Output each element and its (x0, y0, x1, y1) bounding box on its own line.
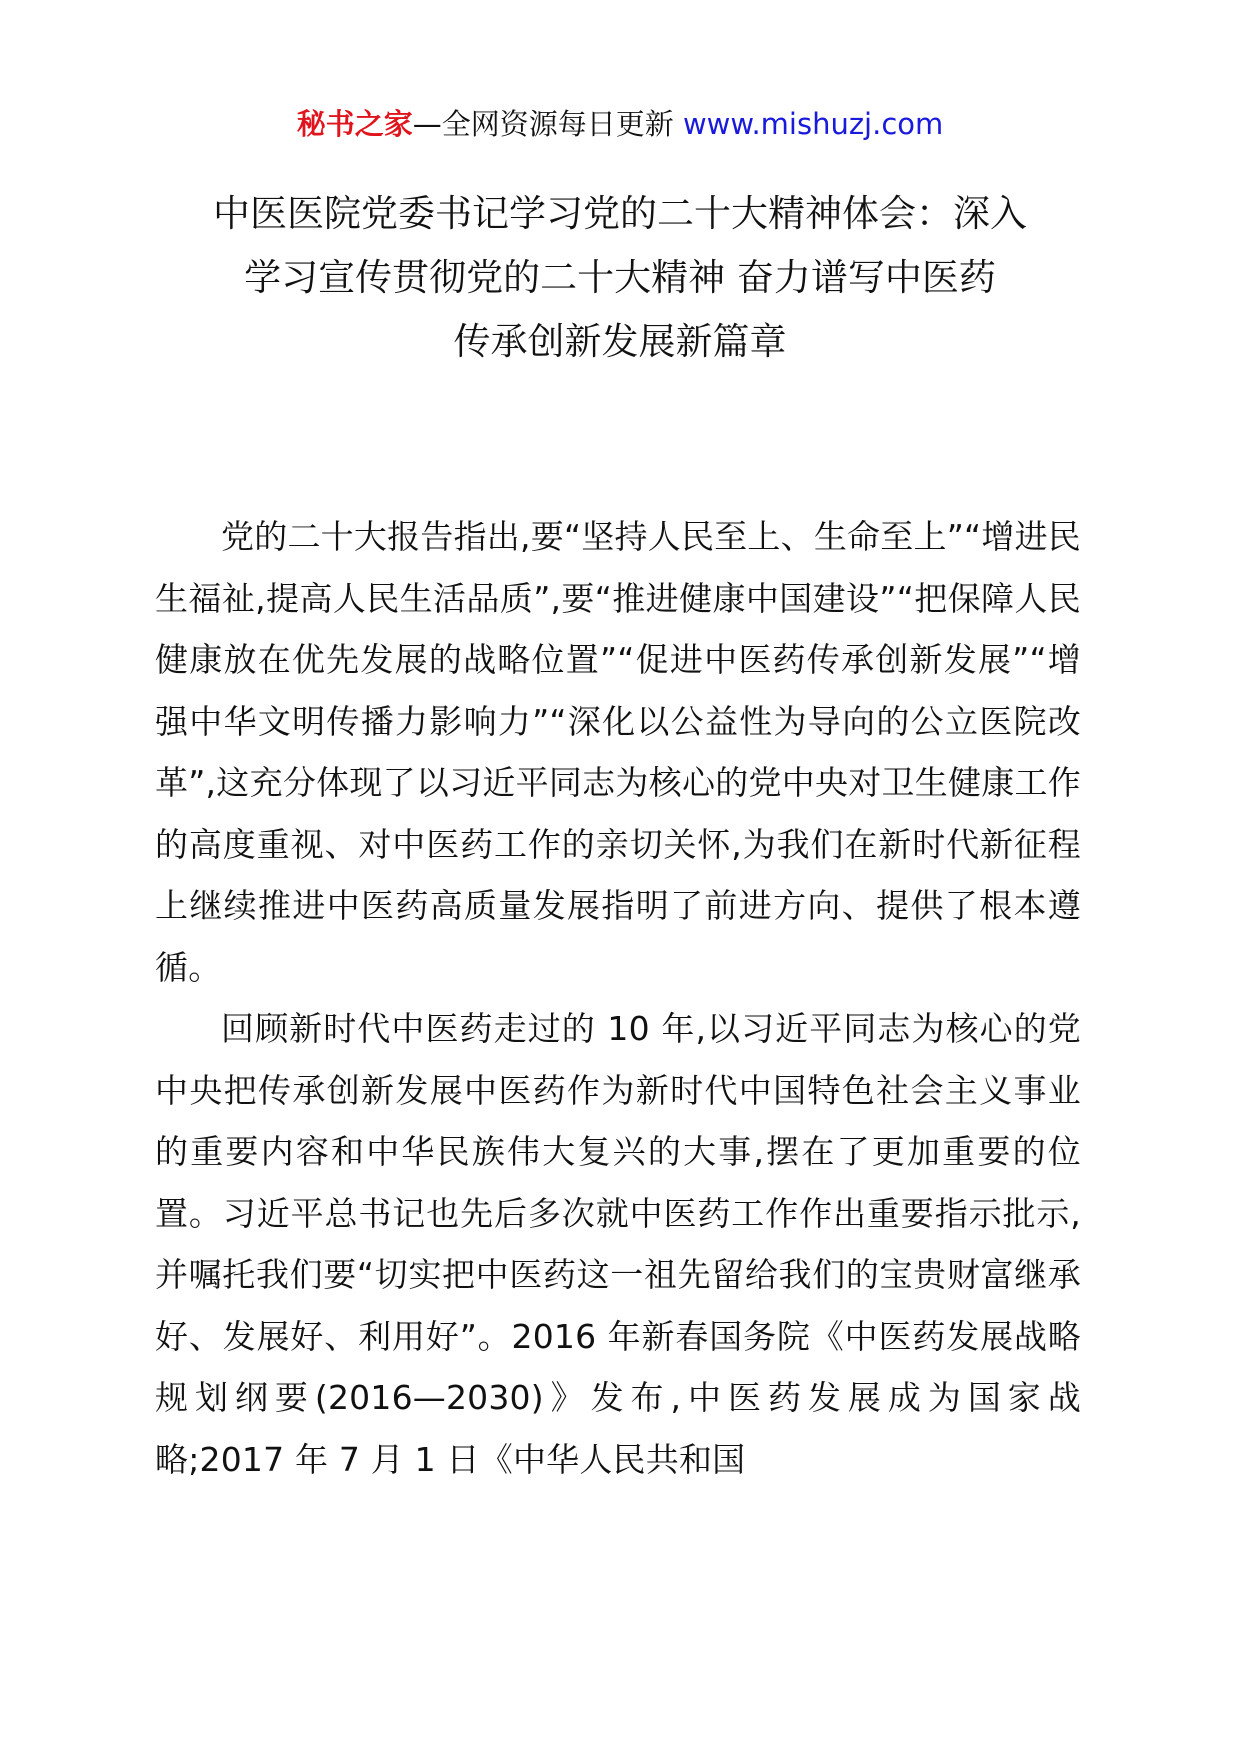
title-line-1: 中医医院党委书记学习党的二十大精神体会：深入 (213, 192, 1027, 235)
document-title (140, 182, 1100, 374)
body-paragraph-2: 回顾新时代中医药走过的 10 年,以习近平同志为核心的党中央把传承创新发展中医药作为新时代中国特色社会主义事业的重要内容和中华民族伟大复兴的大事,摆在了更加重要的位置。习近平总书记也先后多次就中医药工作作出重要指示批示,并嘱托我们要“切实把中医药这一祖先留给我们的宝贵财富继承好、发展好、利用好”。2016 年新春国务院《中医药发展战略规划纲要(2016—2030)》发布,中医药发展成为国家战略;2017 年 7 月 1 日《中华人民共和国 (155, 1009, 1081, 1479)
document-body (155, 506, 1081, 1490)
header-tagline: —全网资源每日更新 (412, 107, 674, 141)
title-line-2: 学习宣传贯彻党的二十大精神 奋力谱写中医药 (244, 256, 996, 299)
body-paragraph-1: 党的二十大报告指出,要“坚持人民至上、生命至上”“增进民生福祉,提高人民生活品质”,要“推进健康中国建设”“把保障人民健康放在优先发展的战略位置”“促进中医药传承创新发展”“增强中华文明传播力影响力”“深化以公益性为导向的公立医院改革”,这充分体现了以习近平同志为核心的党中央对卫生健康工作的高度重视、对中医药工作的亲切关怀,为我们在新时代新征程上继续推进中医药高质量发展指明了前进方向、提供了根本遵循。 (155, 517, 1081, 987)
brand-name: 秘书之家 (296, 107, 413, 141)
title-line-3: 传承创新发展新篇章 (453, 320, 787, 363)
site-header (0, 104, 1240, 144)
site-url-link[interactable]: www.mishuzj.com (682, 107, 944, 141)
